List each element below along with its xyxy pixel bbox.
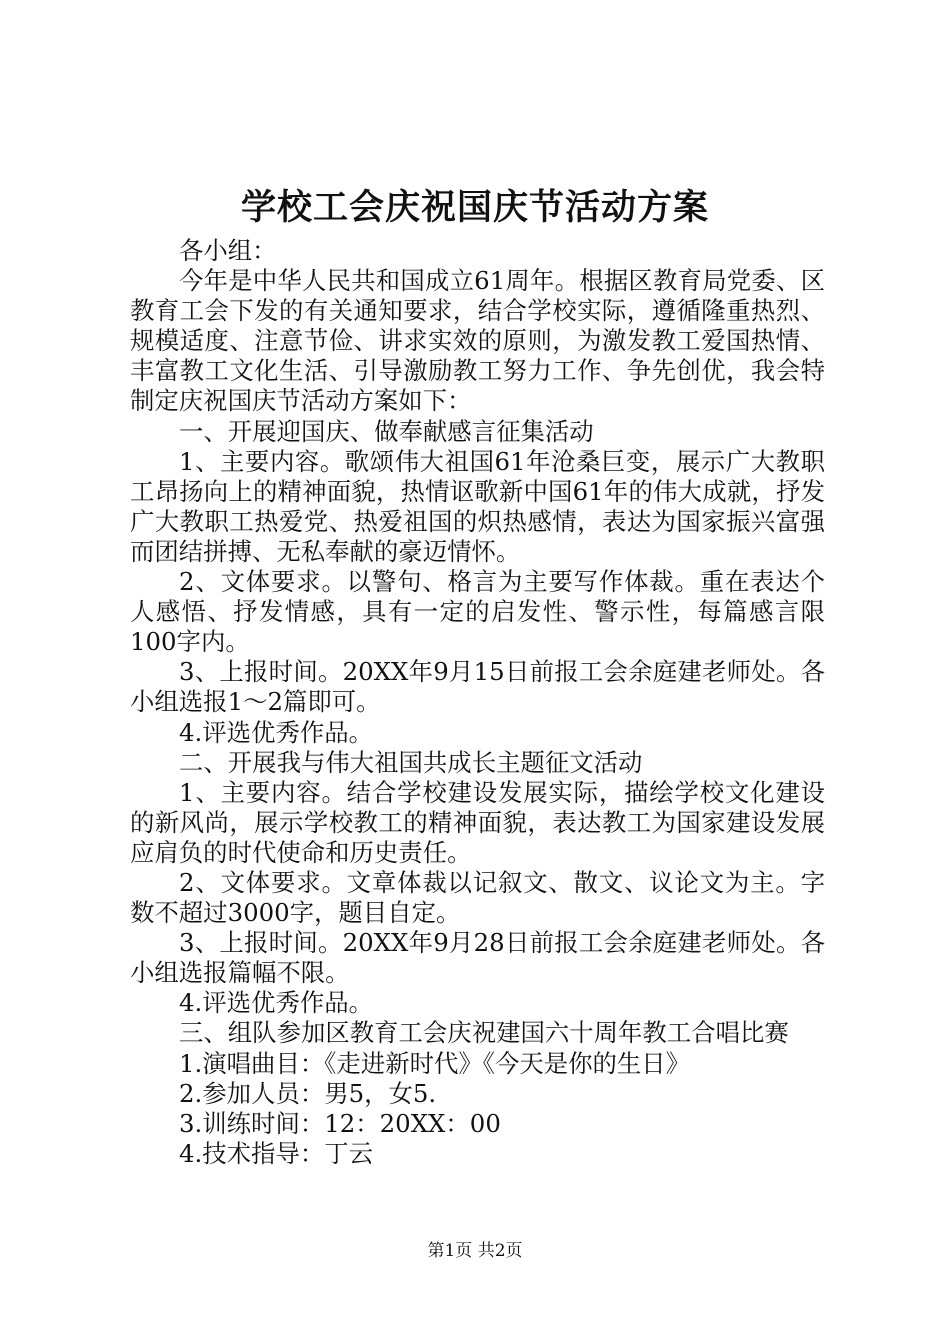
salutation: 各小组： — [179, 236, 277, 265]
section2-item-deadline: 3、上报时间。20XX年9月28日前报工会余庭建老师处。各小组选报篇幅不限。 — [130, 928, 825, 988]
section-heading-1: 一、开展迎国庆、做奉献感言征集活动 — [179, 416, 594, 446]
section1-item-content: 1、主要内容。歌颂伟大祖国61年沧桑巨变，展示广大教职工昂扬向上的精神面貌，热情讴歌新中国61年的伟大成就，抒发广大教职工热爱党、热爱祖国的炽热感情，表达为国家振兴富强而团结拼搏、无私奉献的豪迈情怀。 — [130, 446, 825, 566]
section-heading-3: 三、组队参加区教育工会庆祝建国六十周年教工合唱比赛 — [179, 1018, 789, 1048]
section-heading-2: 二、开展我与伟大祖国共成长主题征文活动 — [179, 747, 643, 777]
section2-item-selection: 4.评选优秀作品。 — [179, 988, 374, 1018]
section3-item-songs: 1.演唱曲目：《走进新时代》《今天是你的生日》 — [179, 1048, 691, 1078]
page-number-footer: 第1页 共2页 — [427, 1241, 523, 1261]
section1-item-style: 2、文体要求。以警句、格言为主要写作体裁。重在表达个人感悟、抒发情感，具有一定的启发性、警示性，每篇感言限100字内。 — [130, 567, 825, 657]
intro-paragraph: 今年是中华人民共和国成立61周年。根据区教育局党委、区教育工会下发的有关通知要求，结合学校实际，遵循隆重热烈、规模适度、注意节俭、讲求实效的原则，为激发教工爱国热情、丰富教工文化生活、引导激励教工努力工作、争先创优，我会特制定庆祝国庆节活动方案如下： — [130, 266, 825, 416]
section2-item-content: 1、主要内容。结合学校建设发展实际，描绘学校文化建设的新风尚，展示学校教工的精神面貌，表达教工为国家建设发展应肩负的时代使命和历史责任。 — [130, 777, 825, 867]
section3-item-instructor: 4.技术指导：丁云 — [179, 1138, 374, 1168]
section1-item-deadline: 3、上报时间。20XX年9月15日前报工会余庭建老师处。各小组选报1～2篇即可。 — [130, 657, 825, 717]
section1-item-selection: 4.评选优秀作品。 — [179, 717, 374, 747]
document-body — [130, 236, 825, 1169]
section2-item-style: 2、文体要求。文章体裁以记叙文、散文、议论文为主。字数不超过3000字，题目自定。 — [130, 867, 825, 928]
section3-item-participants: 2.参加人员：男5，女5. — [179, 1078, 437, 1108]
document-title: 学校工会庆祝国庆节活动方案 — [240, 187, 709, 228]
section3-item-training-time: 3.训练时间：12：20XX：00 — [179, 1108, 501, 1138]
